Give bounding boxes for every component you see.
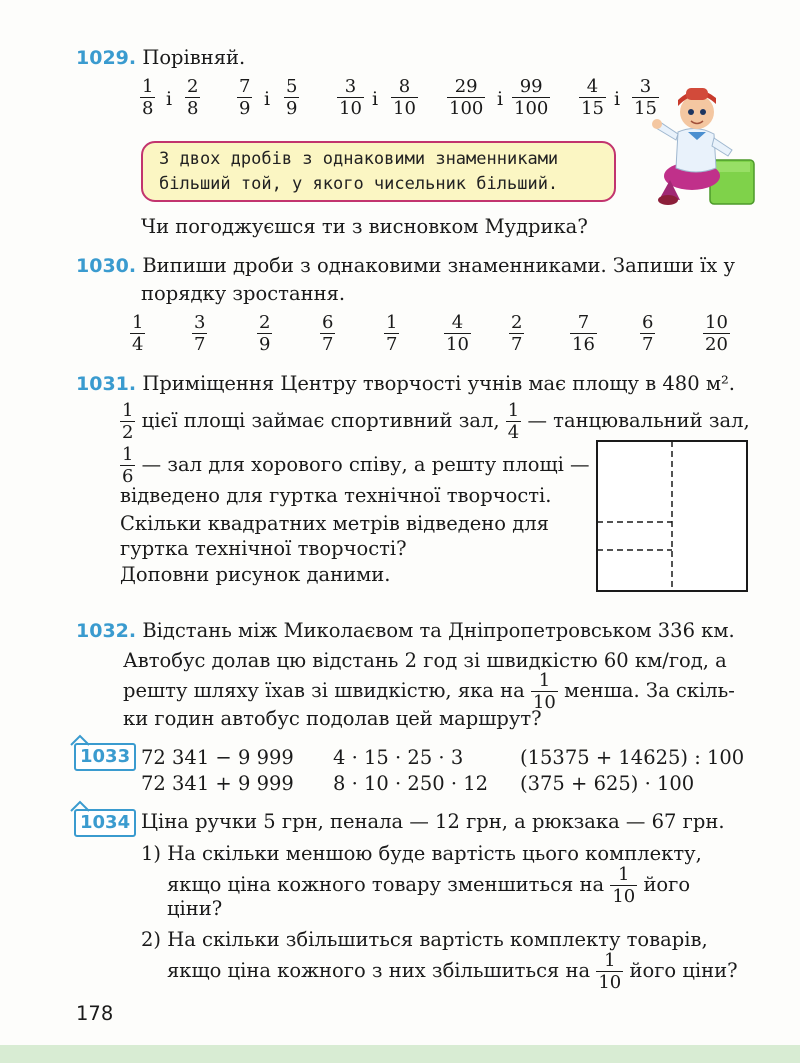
exercise-text: 1) На скільки меншою буде вартість цього комплекту, bbox=[141, 842, 702, 865]
conjunction: і bbox=[614, 88, 621, 110]
fraction: $\frac{5}{9}$ bbox=[286, 76, 298, 119]
expression: 4 · 15 · 25 · 3 bbox=[333, 746, 464, 769]
fraction: $\frac{7}{9}$ bbox=[239, 76, 251, 119]
fraction: $\frac{4}{15}$ bbox=[581, 76, 604, 119]
exercise-text: Приміщення Центру творчості учнів має площу в 480 м². bbox=[142, 372, 736, 395]
fraction: $\frac{1}{4}$ bbox=[507, 400, 520, 443]
exercise-text: ціни? bbox=[167, 897, 223, 920]
homework-badge-1034 bbox=[74, 809, 136, 837]
fraction: $\frac{2}{8}$ bbox=[187, 76, 199, 119]
fraction: $\frac{3}{15}$ bbox=[634, 76, 657, 119]
fraction: $\frac{10}{20}$ bbox=[705, 312, 728, 355]
page-number: 178 bbox=[76, 1002, 114, 1025]
exercise-text: Скільки квадратних метрів відведено для bbox=[120, 512, 549, 535]
fraction: $\frac{29}{100}$ bbox=[449, 76, 484, 119]
conjunction: і bbox=[372, 88, 379, 110]
expression: (375 + 625) · 100 bbox=[520, 772, 695, 795]
exercise-text: якщо ціна кожного з них збільшиться на bbox=[167, 959, 591, 982]
exercise-text: — зал для хорового співу, а решту площі — bbox=[141, 453, 590, 476]
house-roof-icon bbox=[70, 734, 90, 746]
exercise-text: Автобус долав цю відстань 2 год зі швидкістю 60 км/год, а bbox=[123, 649, 727, 672]
exercise-text: — танцювальний зал, bbox=[527, 409, 750, 432]
exercise-instruction: Порівняй. bbox=[142, 46, 246, 69]
fraction: $\frac{8}{10}$ bbox=[393, 76, 416, 119]
fraction: $\frac{1}{6}$ bbox=[122, 444, 134, 487]
room-plan-diagram bbox=[596, 440, 752, 596]
exercise-text: відведено для гуртка технічної творчості. bbox=[120, 484, 552, 507]
exercise-text: його bbox=[643, 873, 691, 896]
expression: (15375 + 14625) : 100 bbox=[520, 746, 745, 769]
exercise-text: гуртка технічної творчості? bbox=[120, 537, 407, 560]
expression: 72 341 − 9 999 bbox=[141, 746, 294, 769]
fraction: $\frac{2}{9}$ bbox=[259, 312, 271, 355]
exercise-1031-line3 bbox=[120, 444, 590, 487]
expression: 8 · 10 · 250 · 12 bbox=[333, 772, 489, 795]
exercise-number: 1034 bbox=[80, 812, 131, 833]
exercise-text: його ціни? bbox=[629, 959, 738, 982]
fraction: $\frac{3}{7}$ bbox=[194, 312, 206, 355]
fraction: $\frac{1}{10}$ bbox=[598, 950, 622, 993]
conjunction: і bbox=[264, 88, 271, 110]
exercise-number: 1029. bbox=[76, 47, 137, 69]
exercise-text: Випиши дроби з однаковими знаменниками. Запиши їх у bbox=[142, 254, 735, 277]
hint-line: більший той, у якого чисельник більший. bbox=[159, 174, 559, 194]
fraction: $\frac{1}{8}$ bbox=[142, 76, 154, 119]
exercise-1031-line1 bbox=[76, 370, 735, 398]
exercise-text: менша. За скіль- bbox=[564, 679, 735, 702]
fraction: $\frac{1}{7}$ bbox=[386, 312, 398, 355]
exercise-text: Ціна ручки 5 грн, пенала — 12 грн, а рюкзака — 67 грн. bbox=[141, 810, 725, 833]
fraction: $\frac{4}{10}$ bbox=[446, 312, 469, 355]
conjunction: і bbox=[166, 88, 173, 110]
page-footer-bar bbox=[0, 1045, 800, 1063]
expression: 72 341 + 9 999 bbox=[141, 772, 294, 795]
exercise-1031-line2 bbox=[120, 400, 750, 443]
exercise-1032-line1 bbox=[76, 617, 735, 645]
exercise-text: 2) На скільки збільшиться вартість комплекту товарів, bbox=[141, 928, 708, 951]
exercise-1030-line1 bbox=[76, 252, 735, 280]
fraction: $\frac{1}{10}$ bbox=[532, 670, 556, 713]
house-roof-icon bbox=[70, 800, 90, 812]
fraction: $\frac{3}{10}$ bbox=[339, 76, 362, 119]
exercise-number: 1033 bbox=[80, 746, 131, 767]
exercise-number: 1030. bbox=[76, 255, 137, 277]
homework-badge-1033 bbox=[74, 743, 136, 771]
hint-line: З двох дробів з однаковими знаменниками bbox=[159, 149, 559, 169]
exercise-1034-q1-line2 bbox=[167, 864, 690, 907]
exercise-text: порядку зростання. bbox=[141, 282, 346, 305]
mudryk-hint-box bbox=[141, 141, 616, 202]
exercise-1034-q2-line2 bbox=[167, 950, 738, 993]
exercise-number: 1031. bbox=[76, 373, 137, 395]
fraction: $\frac{6}{7}$ bbox=[642, 312, 654, 355]
question-text: Чи погоджуєшся ти з висновком Мудрика? bbox=[141, 215, 588, 238]
fraction: $\frac{1}{2}$ bbox=[122, 400, 134, 443]
fractions-row-1030 bbox=[0, 312, 800, 360]
fraction: $\frac{99}{100}$ bbox=[514, 76, 549, 119]
exercise-text: якщо ціна кожного товару зменшиться на bbox=[167, 873, 605, 896]
exercise-1029-header bbox=[76, 44, 245, 72]
mudryk-character-illustration bbox=[650, 80, 760, 215]
exercise-text: Відстань між Миколаєвом та Дніпропетровськом 336 км. bbox=[142, 619, 735, 642]
fraction: $\frac{7}{16}$ bbox=[572, 312, 595, 355]
conjunction: і bbox=[497, 88, 504, 110]
fraction: $\frac{1}{4}$ bbox=[132, 312, 144, 355]
exercise-text: Доповни рисунок даними. bbox=[120, 563, 391, 586]
exercise-text: ки годин автобус подолав цей маршрут? bbox=[123, 707, 542, 730]
exercise-number: 1032. bbox=[76, 620, 137, 642]
exercise-text: цієї площі займає спортивний зал, bbox=[141, 409, 500, 432]
fraction: $\frac{2}{7}$ bbox=[511, 312, 523, 355]
fraction: $\frac{1}{10}$ bbox=[612, 864, 636, 907]
fraction: $\frac{6}{7}$ bbox=[322, 312, 334, 355]
exercise-text: решту шляху їхав зі швидкістю, яка на bbox=[123, 679, 525, 702]
